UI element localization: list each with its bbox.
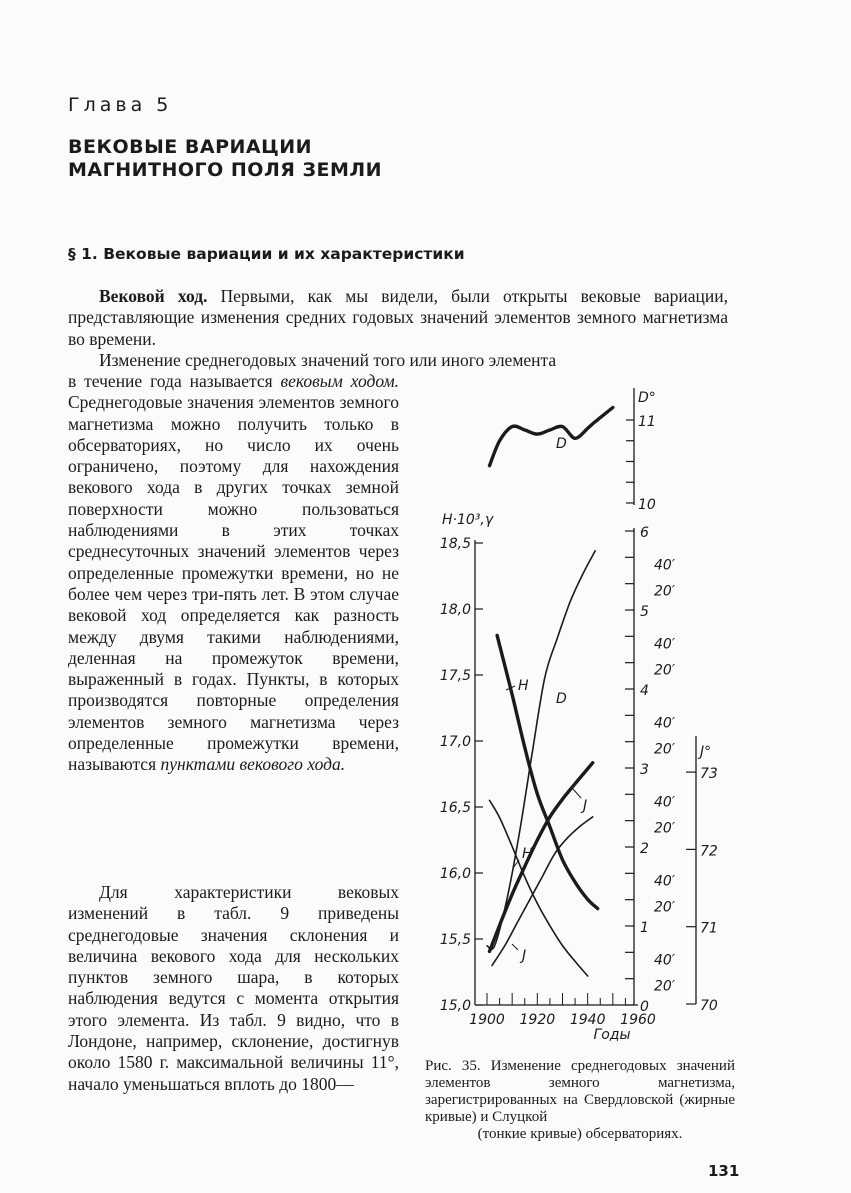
d-lower-axis-tick-label: 0 [640,999,649,1015]
chapter-heading: Глава 5 [68,94,173,116]
x-axis-title: Годы [593,1027,631,1043]
curve-label-h: H [518,678,529,694]
x-axis-tick-label: 1900 [469,1012,505,1028]
d-upper-axis-tick-label: 10 [638,497,656,513]
d-lower-axis-tick-label: 40′ [654,794,675,811]
d-lower-axis-tick-label: 40′ [654,557,675,574]
curve-label-j: J [583,798,588,814]
d-lower-axis-tick-label: 20′ [654,741,675,758]
figure-caption [425,1058,735,1143]
j-axis-tick-label: 70 [700,998,718,1014]
d-lower-axis-tick-label: 20′ [654,978,675,995]
curve-d-thick [490,408,613,466]
chapter-title-line-2: МАГНИТНОГО ПОЛЯ ЗЕМЛИ [68,159,383,181]
h-axis-title: H·10³,γ [442,512,494,528]
h-axis-tick-label: 18,5 [439,536,471,552]
chart-curves [487,408,613,977]
j-axis-tick-label: 72 [700,843,718,860]
paragraph-2-text-a: в течение года называется [68,371,281,391]
chart-axes [440,388,718,1043]
paragraph-2-text-b: Среднегодовые значения элементов земного магнетизма можно получить только в обсерваториях, но число их очень ограничено, поэтому для нахождения векового хода в других точках земной поверхности можно пользоваться наблюдениями в этих точках среднесуточных значений элементов через определенные промежутки времени, но не более чем через три-пять лет. В этом случае вековой ход определяется как разность между двумя такими наблюдениями, деленная на промежуток времени, выраженный в годах. Пункты, в которых производятся повторные определения элементов земного магнетизма через определенные промежутки времени, называются [68,392,399,775]
d-lower-axis-tick-label: 20′ [654,820,675,837]
figure-caption-text: Рис. 35. Изменение среднегодовых значений элементов земного магнетизма, зарегистрированных на Свердловской (жирные кривые) и Слуцкой [425,1058,735,1125]
figure-caption-last-line: (тонкие кривые) обсерваториях. [477,1126,683,1142]
d-lower-axis-tick-label: 40′ [654,873,675,890]
term-vekovoy-hod: вековым ходом. [280,371,399,391]
d-lower-axis-tick-label: 1 [640,920,649,936]
term-punkty-vekovogo-hoda: пунктами векового хода. [160,754,346,775]
h-axis-tick-label: 16,0 [439,866,471,882]
d-lower-axis-tick-label: 40′ [654,636,675,653]
d-lower-axis-tick-label: 3 [640,762,649,778]
h-axis-tick-label: 15,0 [439,998,471,1014]
d-upper-axis-title: D° [638,390,656,406]
curve-label-d: D [556,691,567,707]
x-axis-tick-label: 1940 [569,1012,606,1028]
d-lower-axis-tick-label: 40′ [654,952,675,969]
j-axis-title: J° [700,744,712,760]
j-axis-tick-label: 73 [700,766,718,783]
curve-label-j: J [522,948,527,964]
paragraph-1-text: Первыми, как мы видели, были открыты вековые вариации, представляющие изменения средних годовых значений элементов земного магнетизма во времени. [68,286,728,349]
d-upper-axis-tick-label: 11 [638,414,656,430]
paragraph-2-first-line: Изменение среднегодовых значений того или иного элемента [99,350,557,370]
d-lower-axis-tick-label: 2 [640,841,649,857]
d-lower-axis-tick-label: 20′ [654,662,675,679]
curve-j-thick [490,763,593,952]
curve-label-h: H [522,846,533,862]
d-lower-axis-tick-label: 6 [640,525,649,541]
j-axis-tick-label: 71 [700,920,718,937]
d-lower-axis-tick-label: 4 [640,683,649,699]
d-lower-axis-tick-label: 5 [640,604,649,620]
x-axis-tick-label: 1920 [519,1012,556,1028]
paragraph-3: Для характеристики вековых изменений в табл. 9 приведены среднегодовые значения склонения и величина векового хода для нескольких пунктов земного шара, в которых наблюдения ведутся с момента открытия этого элемента. Из табл. 9 видно, что в Лондоне, например, склонение, достигнув около 1580 г. максимальной величины 11°, начало уменьшаться вплоть до 1800— [68,882,399,1094]
h-axis-tick-label: 18,0 [439,602,471,618]
h-axis-tick-label: 17,0 [439,734,471,750]
curve-label-leader [512,944,518,950]
curve-h-thin [490,800,588,976]
curve-label-leader [573,789,581,798]
h-axis-tick-label: 16,5 [439,800,471,816]
chapter-title-line-1: ВЕКОВЫЕ ВАРИАЦИИ [68,136,313,158]
paragraph-1-lead: Вековой ход. [99,286,208,306]
d-lower-axis-tick-label: 20′ [654,899,675,916]
d-lower-axis-tick-label: 40′ [654,715,675,732]
h-axis-tick-label: 15,5 [439,932,471,948]
x-axis-tick-label: 1960 [620,1012,656,1028]
curve-j-thin [492,817,593,966]
section-heading: § 1. Вековые вариации и их характеристики [68,245,465,263]
curve-label-d: D [556,436,567,452]
page-number: 131 [708,1162,740,1180]
h-axis-tick-label: 17,5 [439,668,471,684]
d-lower-axis-tick-label: 20′ [654,583,675,600]
